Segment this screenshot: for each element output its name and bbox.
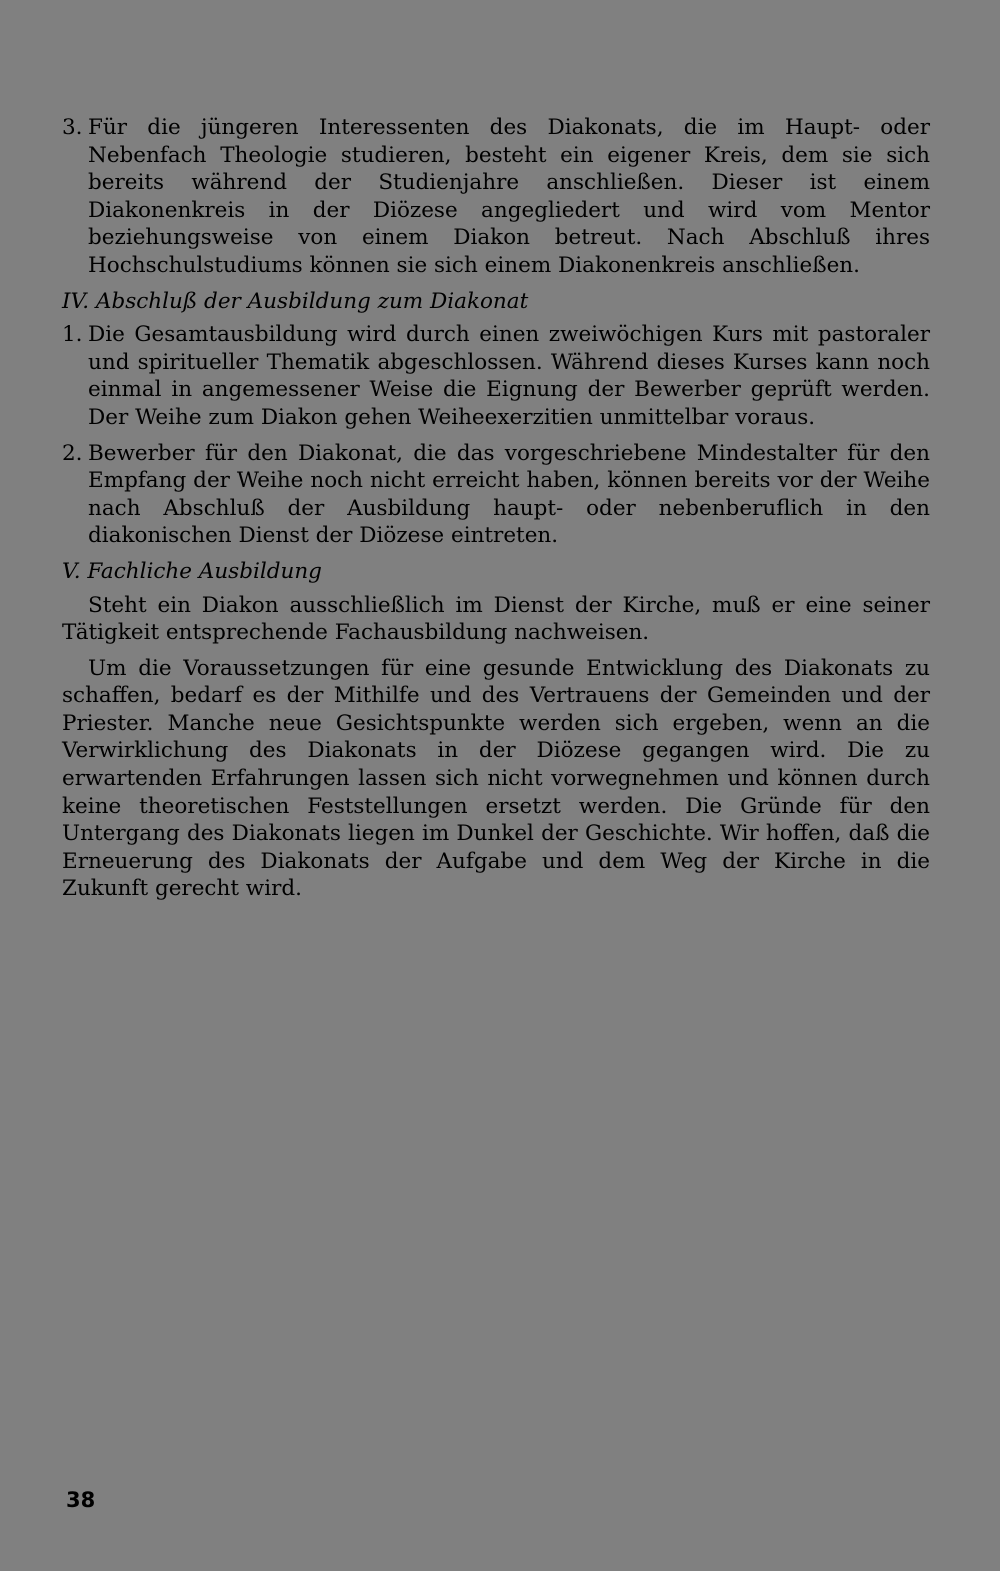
item-text: Für die jüngeren Interessenten des Diakonats, die im Haupt- oder Nebenfach Theologie studieren, besteht ein eigener Kreis, dem sie sich bereits während der Studienjahre anschließen. Dieser ist einem Diakonenkreis in der Diözese angegliedert und wird vom Mentor beziehungsweise von einem Diakon betreut. Nach Abschluß ihres Hochschulstudiums können sie sich einem Diakonenkreis anschließen. bbox=[88, 115, 930, 278]
section-heading: V. Fachliche Ausbildung bbox=[62, 558, 322, 584]
list-item bbox=[62, 321, 930, 431]
list-item bbox=[62, 440, 930, 550]
list-item bbox=[62, 114, 930, 280]
paragraph: Steht ein Diakon ausschließlich im Dienst der Kirche, muß er eine seiner Tätigkeit entsprechende Fachausbildung nachweisen. bbox=[62, 592, 930, 646]
page-number: 38 bbox=[66, 1488, 96, 1512]
paragraph: Um die Voraussetzungen für eine gesunde Entwicklung des Diakonats zu schaffen, bedarf es der Mithilfe und des Vertrauens der Gemeinden und der Priester. Manche neue Gesichtspunkte werden sich ergeben, wenn an die Verwirklichung des Diakonats in der Diözese gegangen wird. Die zu erwartenden Erfahrungen lassen sich nicht vorwegnehmen und können durch keine theoretischen Feststellungen ersetzt werden. Die Gründe für den Untergang des Diakonats liegen im Dunkel der Geschichte. Wir hoffen, daß die Erneuerung des Diakonats der Aufgabe und dem Weg der Kirche in die Zukunft gerecht wird. bbox=[62, 655, 930, 902]
page-body bbox=[62, 114, 930, 911]
item-number: 2. bbox=[62, 440, 83, 466]
section-heading: IV. Abschluß der Ausbildung zum Diakonat bbox=[62, 288, 529, 314]
item-text: Bewerber für den Diakonat, die das vorgeschriebene Mindestalter für den Empfang der Weihe noch nicht erreicht haben, können bereits vor der Weihe nach Abschluß der Ausbildung haupt- oder nebenberuflich in den diakonischen Dienst der Diözese eintreten. bbox=[88, 440, 930, 549]
item-number: 3. bbox=[62, 115, 83, 140]
item-number: 1. bbox=[62, 322, 83, 348]
item-text: Die Gesamtausbildung wird durch einen zweiwöchigen Kurs mit pastoraler und spiritueller Thematik abgeschlossen. Während dieses Kurses kann noch einmal in angemessener Weise die Eignung der Bewerber geprüft werden. Der Weihe zum Diakon gehen Weiheexerzitien unmittelbar voraus. bbox=[88, 322, 930, 430]
